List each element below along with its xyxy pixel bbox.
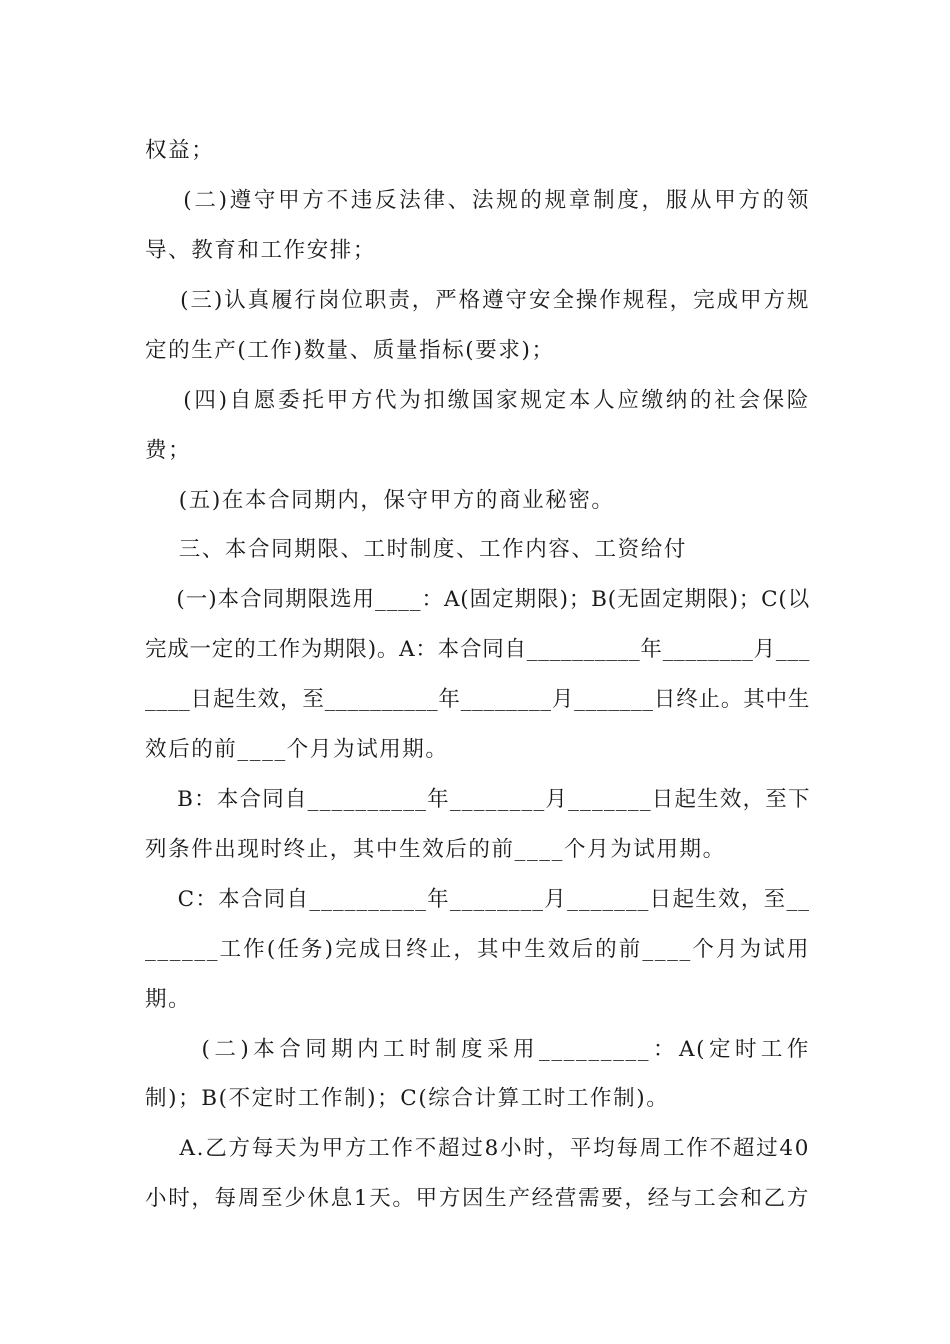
section-heading: 三、本合同期限、工时制度、工作内容、工资给付	[145, 537, 687, 562]
text-line: 导、教育和工作安排；	[145, 238, 377, 263]
text-line: (一)本合同期限选用____：A(固定期限)；B(无固定期限)；C(以	[145, 587, 810, 612]
text-line: 权益；	[145, 138, 215, 163]
text-line: 定的生产(工作)数量、质量指标(要求)；	[145, 338, 555, 363]
text-line: 费；	[145, 438, 192, 463]
text-line: 列条件出现时终止，其中生效后的前____个月为试用期。	[145, 837, 726, 862]
text-line: 期。	[145, 987, 192, 1012]
text-line: ______工作(任务)完成日终止，其中生效后的前____个月为试用	[145, 937, 810, 962]
text-line: 小时，每周至少休息1天。甲方因生产经营需要，经与工会和乙方	[145, 1186, 810, 1211]
text-line: 制)；B(不定时工作制)；C(综合计算工时工作制)。	[145, 1086, 670, 1111]
text-line: B：本合同自__________年________月_______日起生效，至下	[145, 787, 811, 812]
text-line: ____日起生效，至__________年________月_______日终止。其中生	[145, 687, 810, 712]
text-line: A.乙方每天为甲方工作不超过8小时，平均每周工作不超过40	[145, 1136, 810, 1161]
text-line: (二)遵守甲方不违反法律、法规的规章制度，服从甲方的领	[145, 188, 810, 213]
text-line: (四)自愿委托甲方代为扣缴国家规定本人应缴纳的社会保险	[145, 388, 810, 413]
text-line: C：本合同自__________年________月_______日起生效，至__	[145, 887, 810, 912]
text-line: (二)本合同期内工时制度采用_________：A(定时工作	[145, 1037, 810, 1062]
text-line: 效后的前____个月为试用期。	[145, 737, 449, 762]
text-line: (三)认真履行岗位职责，严格遵守安全操作规程，完成甲方规	[145, 288, 810, 313]
text-line: 完成一定的工作为期限)。A：本合同自__________年________月___	[145, 637, 810, 662]
text-line: (五)在本合同期内，保守甲方的商业秘密。	[145, 488, 615, 513]
